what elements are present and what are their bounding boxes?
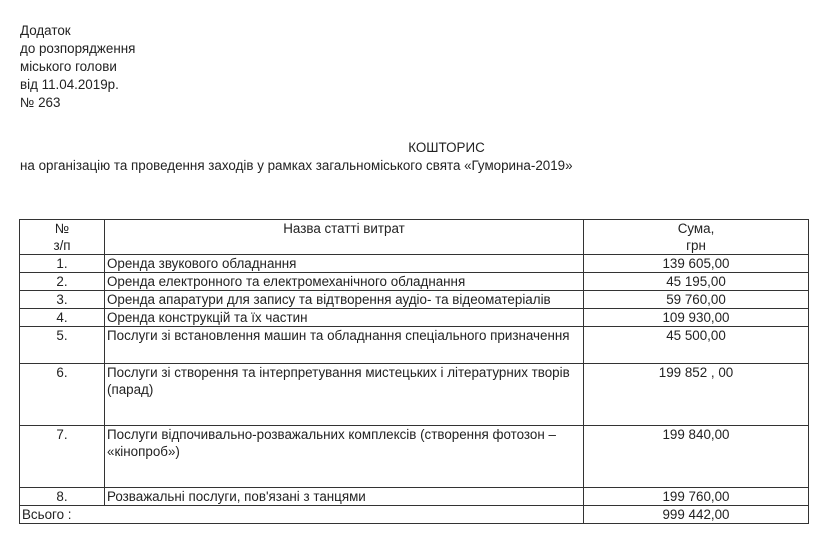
row-sum: 45 195,00 [584,273,809,291]
row-name: Оренда конструкцій та їх частин [105,309,584,327]
addendum-line: від 11.04.2019р. [20,77,119,92]
row-number: 1. [20,255,105,273]
header-sum-cell [584,220,809,255]
row-name: Послуги зі створення та інтерпретування мистецьких і літературних творів (парад) [105,364,584,426]
row-sum: 199 840,00 [584,426,809,488]
row-sum: 59 760,00 [584,291,809,309]
table-row [20,273,809,291]
document-subtitle: на організацію та проведення заходів у рамках загальноміського свята «Гуморина-2019» [20,158,573,173]
table-row [20,426,809,488]
row-sum: 199 852 , 00 [584,364,809,426]
addendum-line: Додаток [20,23,71,38]
row-number: 8. [20,488,105,506]
table-row [20,364,809,426]
table-row [20,327,809,364]
row-sum: 45 500,00 [584,327,809,364]
table-row [20,291,809,309]
total-label: Всього : [20,506,584,524]
table-total-row [20,506,809,524]
header-num-cell [20,220,105,255]
row-number: 4. [20,309,105,327]
header-num-label: № [54,221,70,236]
total-sum: 999 442,00 [584,506,809,524]
row-sum: 109 930,00 [584,309,809,327]
header-num-sublabel: з/п [53,238,71,253]
row-sum: 199 760,00 [584,488,809,506]
row-name: Послуги зі встановлення машин та обладнання спеціального призначення [105,327,584,364]
row-name: Оренда апаратури для запису та відтворення аудіо- та відеоматеріалів [105,291,584,309]
addendum-block [20,22,135,112]
addendum-line: № 263 [20,95,61,110]
row-number: 3. [20,291,105,309]
table-row [20,309,809,327]
table-header-row [20,220,809,255]
row-number: 2. [20,273,105,291]
row-number: 5. [20,327,105,364]
budget-table [19,219,809,524]
row-number: 6. [20,364,105,426]
header-name-cell: Назва статті витрат [105,220,584,255]
table-row [20,255,809,273]
header-sum-label: Сума, [677,221,715,236]
document-title: КОШТОРИС [408,140,485,155]
addendum-line: до розпорядження [20,41,136,56]
row-name: Оренда звукового обладнання [105,255,584,273]
row-name: Послуги відпочивально-розважальних комплексів (створення фотозон – «кінопроб») [105,426,584,488]
row-name: Розважальні послуги, пов'язані з танцями [105,488,584,506]
header-sum-sublabel: грн [686,238,706,253]
addendum-line: міського голови [20,59,117,74]
row-number: 7. [20,426,105,488]
table-row [20,488,809,506]
row-name: Оренда електронного та електромеханічного обладнання [105,273,584,291]
row-sum: 139 605,00 [584,255,809,273]
